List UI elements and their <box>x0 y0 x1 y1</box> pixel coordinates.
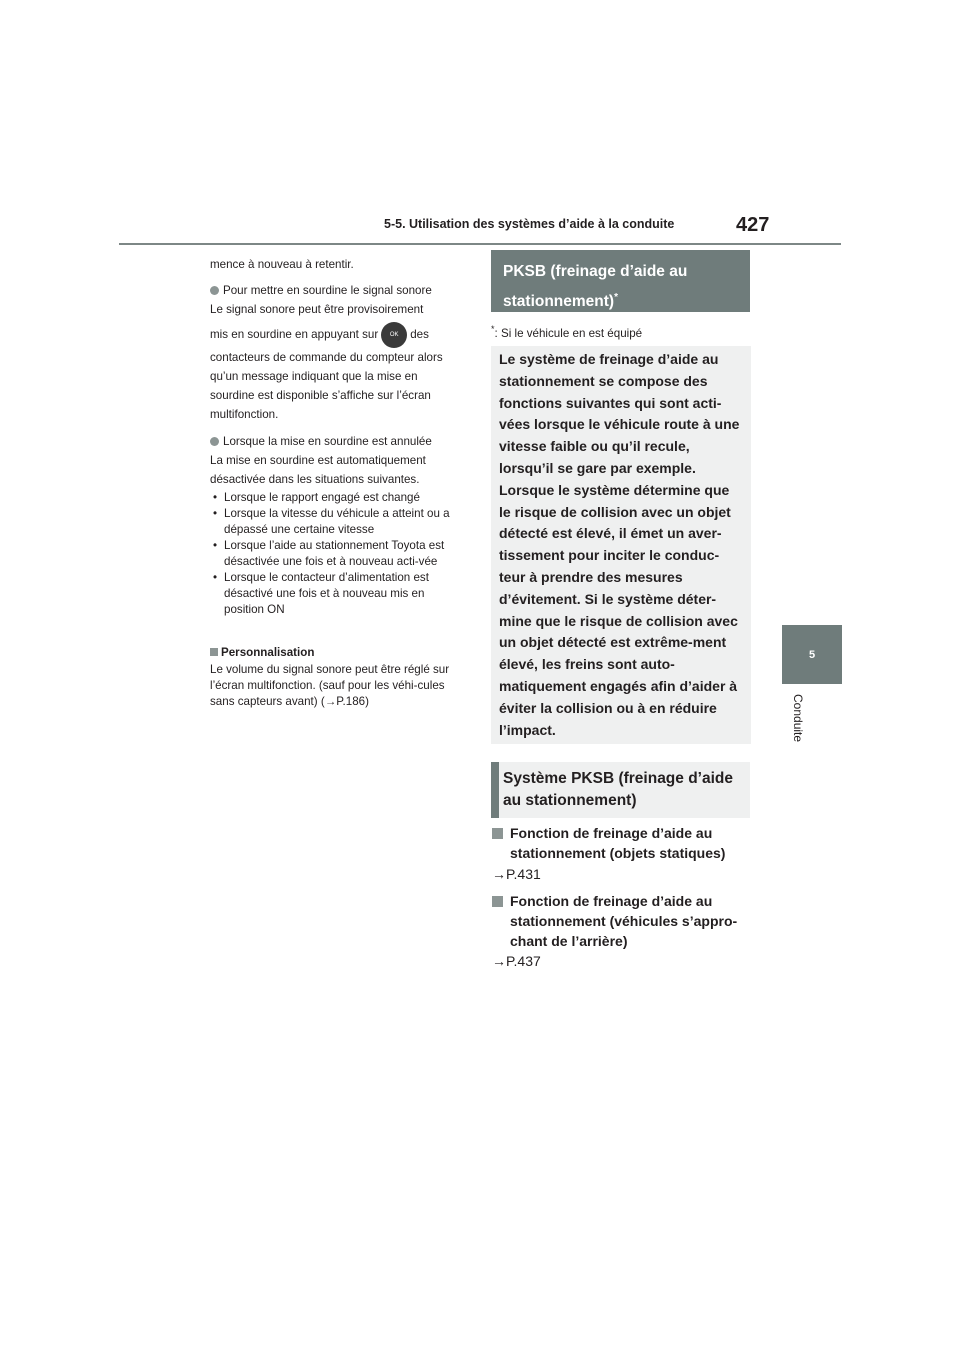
summary-text: Le système de freinage d’aide au stationnement se compose des fonctions suivantes qui sont acti-vées lorsque le véhicule route à une vitesse faible ou qu’il recule, lorsqu’il se gare par exemple. Lorsque le système détermine que le risque de collision avec un objet détecté est élevé, il émet un aver-tissement pour inciter le conduc-teur à prendre des mesures d’évitement. Si le système déter-mine que le risque de collision avec un objet détecté est extrême-ment élevé, les freins sont auto-matiquement engagés afin d’aider à éviter la collision ou à en réduire l’impact. <box>499 351 740 738</box>
section-title: 5-5. Utilisation des systèmes d’aide à la conduite <box>384 217 675 231</box>
bullet-icon <box>210 286 219 295</box>
custom-body: Le volume du signal sonore peut être réglé sur l’écran multifonction. (sauf pour les véhi-cules sans capteurs avant) (→P.186) <box>210 663 450 708</box>
custom-section <box>210 643 472 710</box>
square-bullet-icon <box>210 648 218 656</box>
chapter-label: Conduite <box>791 694 805 743</box>
list-item: • Lorsque le contacteur d’alimentation est désactivé une fois et à nouveau mis en position ON <box>210 570 472 618</box>
mute-line-2: mis en sourdine en appuyant sur OK des <box>210 322 472 348</box>
footnote: *: Si le véhicule en est équipé <box>491 324 643 340</box>
mute-heading: Pour mettre en sourdine le signal sonore <box>210 281 472 300</box>
page-reference-link[interactable]: →P.431 <box>492 866 541 882</box>
header-divider <box>119 243 841 245</box>
summary-box <box>491 346 751 744</box>
function-heading: Fonction de freinage d’aide au stationnement (objets statiques) <box>492 823 750 863</box>
list-item: • Lorsque la vitesse du véhicule a atteint ou a dépassé une certaine vitesse <box>210 506 472 538</box>
subsection-title-bar: Système PKSB (freinage d’aide au stationnement) <box>491 762 750 818</box>
page-number: 427 <box>736 214 770 236</box>
cancel-section: Lorsque la mise en sourdine est annulée La mise en sourdine est automatiquement désactivée dans les situations suivantes. <box>210 432 472 489</box>
ok-button-icon: OK <box>381 322 407 348</box>
section-title-bar: PKSB (freinage d’aide au stationnement)* <box>491 250 750 312</box>
mute-body: contacteurs de commande du compteur alors qu’un message indiquant que la mise en sourdine est disponible s’affiche sur l’écran multifonction. <box>210 351 443 421</box>
cancel-list <box>210 490 472 618</box>
bullet-icon <box>210 437 219 446</box>
list-item: • Lorsque l’aide au stationnement Toyota est désactivée une fois et à nouveau acti-vée <box>210 538 472 570</box>
square-bullet-icon <box>492 828 503 839</box>
page-reference-link[interactable]: →P.437 <box>492 953 541 969</box>
function-heading: Fonction de freinage d’aide au stationnement (véhicules s’appro-chant de l’arrière) <box>492 891 750 951</box>
list-item: • Lorsque le rapport engagé est changé <box>210 490 472 506</box>
chapter-tab[interactable]: 5 <box>782 625 842 684</box>
intro-text: mence à nouveau à retentir. <box>210 258 354 271</box>
mute-line-1: Le signal sonore peut être provisoirement <box>210 303 424 316</box>
custom-heading: Personnalisation <box>210 643 472 662</box>
square-bullet-icon <box>492 896 503 907</box>
cancel-heading: Lorsque la mise en sourdine est annulée <box>210 432 472 451</box>
mute-section <box>210 281 472 319</box>
